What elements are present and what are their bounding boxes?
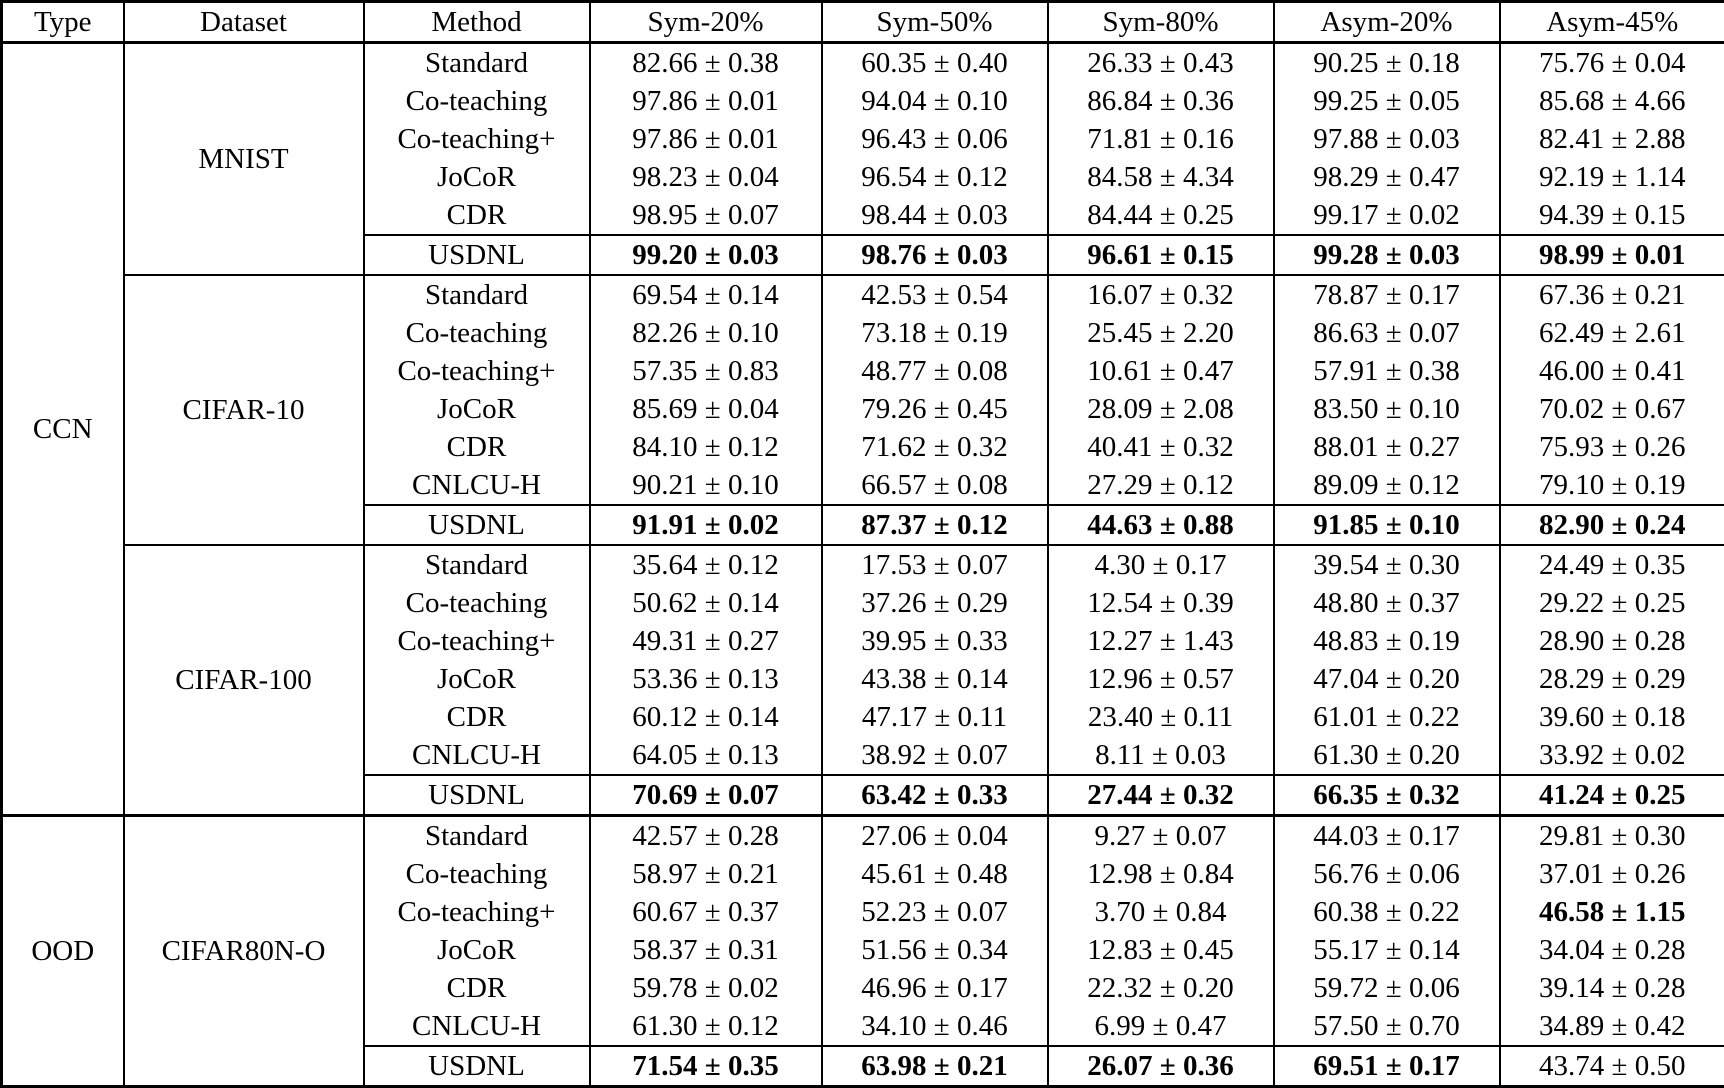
method-cell: Co-teaching+ (364, 120, 590, 158)
method-cell: Standard (364, 816, 590, 856)
value-cell: 34.04 ± 0.28 (1500, 931, 1724, 969)
value-cell: 98.95 ± 0.07 (590, 196, 822, 235)
value-cell: 71.54 ± 0.35 (590, 1046, 822, 1087)
value-cell: 17.53 ± 0.07 (822, 545, 1048, 584)
value-cell: 63.98 ± 0.21 (822, 1046, 1048, 1087)
value-cell: 86.63 ± 0.07 (1274, 314, 1500, 352)
value-cell: 91.85 ± 0.10 (1274, 505, 1500, 545)
header-cell-method: Method (364, 2, 590, 43)
method-cell: Co-teaching+ (364, 893, 590, 931)
value-cell: 90.21 ± 0.10 (590, 466, 822, 505)
method-cell: CDR (364, 196, 590, 235)
value-cell: 87.37 ± 0.12 (822, 505, 1048, 545)
method-cell: Co-teaching+ (364, 352, 590, 390)
value-cell: 27.29 ± 0.12 (1048, 466, 1274, 505)
value-cell: 12.54 ± 0.39 (1048, 584, 1274, 622)
value-cell: 48.77 ± 0.08 (822, 352, 1048, 390)
header-cell-dataset: Dataset (124, 2, 364, 43)
value-cell: 25.45 ± 2.20 (1048, 314, 1274, 352)
value-cell: 28.90 ± 0.28 (1500, 622, 1724, 660)
method-cell: CDR (364, 428, 590, 466)
header-cell-sym-50-: Sym-50% (822, 2, 1048, 43)
dataset-cell: CIFAR80N-O (124, 816, 364, 1087)
table-row (2, 43, 1724, 83)
header-cell-asym-45-: Asym-45% (1500, 2, 1724, 43)
value-cell: 59.78 ± 0.02 (590, 969, 822, 1007)
value-cell: 29.22 ± 0.25 (1500, 584, 1724, 622)
value-cell: 82.66 ± 0.38 (590, 43, 822, 83)
method-cell: Co-teaching (364, 314, 590, 352)
value-cell: 53.36 ± 0.13 (590, 660, 822, 698)
header-cell-type: Type (2, 2, 124, 43)
value-cell: 57.35 ± 0.83 (590, 352, 822, 390)
table-row (2, 816, 1724, 856)
value-cell: 82.26 ± 0.10 (590, 314, 822, 352)
value-cell: 47.17 ± 0.11 (822, 698, 1048, 736)
value-cell: 69.51 ± 0.17 (1274, 1046, 1500, 1087)
value-cell: 98.44 ± 0.03 (822, 196, 1048, 235)
value-cell: 34.89 ± 0.42 (1500, 1007, 1724, 1046)
value-cell: 10.61 ± 0.47 (1048, 352, 1274, 390)
value-cell: 84.44 ± 0.25 (1048, 196, 1274, 235)
value-cell: 97.88 ± 0.03 (1274, 120, 1500, 158)
value-cell: 97.86 ± 0.01 (590, 82, 822, 120)
value-cell: 47.04 ± 0.20 (1274, 660, 1500, 698)
value-cell: 37.01 ± 0.26 (1500, 855, 1724, 893)
method-cell: CDR (364, 969, 590, 1007)
header-cell-sym-20-: Sym-20% (590, 2, 822, 43)
value-cell: 28.29 ± 0.29 (1500, 660, 1724, 698)
value-cell: 24.49 ± 0.35 (1500, 545, 1724, 584)
dataset-cell: MNIST (124, 43, 364, 276)
value-cell: 39.95 ± 0.33 (822, 622, 1048, 660)
type-cell: CCN (2, 43, 124, 816)
value-cell: 82.90 ± 0.24 (1500, 505, 1724, 545)
value-cell: 38.92 ± 0.07 (822, 736, 1048, 775)
value-cell: 41.24 ± 0.25 (1500, 775, 1724, 816)
value-cell: 86.84 ± 0.36 (1048, 82, 1274, 120)
value-cell: 71.81 ± 0.16 (1048, 120, 1274, 158)
table-row (2, 545, 1724, 584)
value-cell: 88.01 ± 0.27 (1274, 428, 1500, 466)
value-cell: 46.58 ± 1.15 (1500, 893, 1724, 931)
value-cell: 83.50 ± 0.10 (1274, 390, 1500, 428)
value-cell: 94.39 ± 0.15 (1500, 196, 1724, 235)
method-cell: USDNL (364, 505, 590, 545)
value-cell: 56.76 ± 0.06 (1274, 855, 1500, 893)
value-cell: 99.28 ± 0.03 (1274, 235, 1500, 275)
value-cell: 12.83 ± 0.45 (1048, 931, 1274, 969)
value-cell: 35.64 ± 0.12 (590, 545, 822, 584)
value-cell: 49.31 ± 0.27 (590, 622, 822, 660)
value-cell: 89.09 ± 0.12 (1274, 466, 1500, 505)
value-cell: 57.91 ± 0.38 (1274, 352, 1500, 390)
method-cell: CNLCU-H (364, 466, 590, 505)
value-cell: 85.69 ± 0.04 (590, 390, 822, 428)
value-cell: 40.41 ± 0.32 (1048, 428, 1274, 466)
value-cell: 23.40 ± 0.11 (1048, 698, 1274, 736)
value-cell: 45.61 ± 0.48 (822, 855, 1048, 893)
value-cell: 34.10 ± 0.46 (822, 1007, 1048, 1046)
value-cell: 98.29 ± 0.47 (1274, 158, 1500, 196)
value-cell: 98.76 ± 0.03 (822, 235, 1048, 275)
value-cell: 79.26 ± 0.45 (822, 390, 1048, 428)
value-cell: 71.62 ± 0.32 (822, 428, 1048, 466)
value-cell: 58.37 ± 0.31 (590, 931, 822, 969)
value-cell: 6.99 ± 0.47 (1048, 1007, 1274, 1046)
value-cell: 12.27 ± 1.43 (1048, 622, 1274, 660)
value-cell: 50.62 ± 0.14 (590, 584, 822, 622)
value-cell: 27.44 ± 0.32 (1048, 775, 1274, 816)
value-cell: 79.10 ± 0.19 (1500, 466, 1724, 505)
value-cell: 51.56 ± 0.34 (822, 931, 1048, 969)
value-cell: 61.01 ± 0.22 (1274, 698, 1500, 736)
value-cell: 29.81 ± 0.30 (1500, 816, 1724, 856)
value-cell: 67.36 ± 0.21 (1500, 275, 1724, 314)
method-cell: CNLCU-H (364, 736, 590, 775)
value-cell: 99.20 ± 0.03 (590, 235, 822, 275)
value-cell: 52.23 ± 0.07 (822, 893, 1048, 931)
value-cell: 42.53 ± 0.54 (822, 275, 1048, 314)
value-cell: 61.30 ± 0.12 (590, 1007, 822, 1046)
value-cell: 99.17 ± 0.02 (1274, 196, 1500, 235)
method-cell: CNLCU-H (364, 1007, 590, 1046)
value-cell: 16.07 ± 0.32 (1048, 275, 1274, 314)
value-cell: 44.03 ± 0.17 (1274, 816, 1500, 856)
value-cell: 96.61 ± 0.15 (1048, 235, 1274, 275)
method-cell: USDNL (364, 775, 590, 816)
value-cell: 98.23 ± 0.04 (590, 158, 822, 196)
table-row (2, 275, 1724, 314)
method-cell: Co-teaching (364, 82, 590, 120)
value-cell: 66.35 ± 0.32 (1274, 775, 1500, 816)
value-cell: 75.93 ± 0.26 (1500, 428, 1724, 466)
value-cell: 12.96 ± 0.57 (1048, 660, 1274, 698)
method-cell: JoCoR (364, 931, 590, 969)
value-cell: 26.33 ± 0.43 (1048, 43, 1274, 83)
value-cell: 39.54 ± 0.30 (1274, 545, 1500, 584)
value-cell: 39.14 ± 0.28 (1500, 969, 1724, 1007)
value-cell: 12.98 ± 0.84 (1048, 855, 1274, 893)
value-cell: 66.57 ± 0.08 (822, 466, 1048, 505)
value-cell: 55.17 ± 0.14 (1274, 931, 1500, 969)
value-cell: 28.09 ± 2.08 (1048, 390, 1274, 428)
value-cell: 70.02 ± 0.67 (1500, 390, 1724, 428)
value-cell: 59.72 ± 0.06 (1274, 969, 1500, 1007)
value-cell: 46.00 ± 0.41 (1500, 352, 1724, 390)
method-cell: JoCoR (364, 390, 590, 428)
value-cell: 69.54 ± 0.14 (590, 275, 822, 314)
value-cell: 60.38 ± 0.22 (1274, 893, 1500, 931)
method-cell: CDR (364, 698, 590, 736)
value-cell: 8.11 ± 0.03 (1048, 736, 1274, 775)
value-cell: 70.69 ± 0.07 (590, 775, 822, 816)
value-cell: 4.30 ± 0.17 (1048, 545, 1274, 584)
method-cell: Co-teaching+ (364, 622, 590, 660)
value-cell: 43.74 ± 0.50 (1500, 1046, 1724, 1087)
method-cell: Standard (364, 43, 590, 83)
dataset-cell: CIFAR-10 (124, 275, 364, 545)
value-cell: 92.19 ± 1.14 (1500, 158, 1724, 196)
value-cell: 33.92 ± 0.02 (1500, 736, 1724, 775)
value-cell: 64.05 ± 0.13 (590, 736, 822, 775)
value-cell: 22.32 ± 0.20 (1048, 969, 1274, 1007)
dataset-cell: CIFAR-100 (124, 545, 364, 816)
value-cell: 84.58 ± 4.34 (1048, 158, 1274, 196)
value-cell: 90.25 ± 0.18 (1274, 43, 1500, 83)
value-cell: 60.35 ± 0.40 (822, 43, 1048, 83)
header-cell-asym-20-: Asym-20% (1274, 2, 1500, 43)
value-cell: 94.04 ± 0.10 (822, 82, 1048, 120)
value-cell: 63.42 ± 0.33 (822, 775, 1048, 816)
value-cell: 62.49 ± 2.61 (1500, 314, 1724, 352)
value-cell: 3.70 ± 0.84 (1048, 893, 1274, 931)
value-cell: 98.99 ± 0.01 (1500, 235, 1724, 275)
method-cell: USDNL (364, 1046, 590, 1087)
value-cell: 42.57 ± 0.28 (590, 816, 822, 856)
value-cell: 48.83 ± 0.19 (1274, 622, 1500, 660)
table-body (2, 43, 1724, 1087)
value-cell: 48.80 ± 0.37 (1274, 584, 1500, 622)
type-cell: OOD (2, 816, 124, 1087)
value-cell: 57.50 ± 0.70 (1274, 1007, 1500, 1046)
value-cell: 97.86 ± 0.01 (590, 120, 822, 158)
header-row (2, 2, 1724, 43)
value-cell: 60.67 ± 0.37 (590, 893, 822, 931)
header-cell-sym-80-: Sym-80% (1048, 2, 1274, 43)
method-cell: Co-teaching (364, 584, 590, 622)
method-cell: JoCoR (364, 660, 590, 698)
value-cell: 46.96 ± 0.17 (822, 969, 1048, 1007)
method-cell: Co-teaching (364, 855, 590, 893)
value-cell: 60.12 ± 0.14 (590, 698, 822, 736)
value-cell: 58.97 ± 0.21 (590, 855, 822, 893)
value-cell: 43.38 ± 0.14 (822, 660, 1048, 698)
value-cell: 96.54 ± 0.12 (822, 158, 1048, 196)
value-cell: 75.76 ± 0.04 (1500, 43, 1724, 83)
table-header (2, 2, 1724, 43)
method-cell: Standard (364, 275, 590, 314)
value-cell: 73.18 ± 0.19 (822, 314, 1048, 352)
value-cell: 9.27 ± 0.07 (1048, 816, 1274, 856)
method-cell: Standard (364, 545, 590, 584)
value-cell: 82.41 ± 2.88 (1500, 120, 1724, 158)
value-cell: 78.87 ± 0.17 (1274, 275, 1500, 314)
value-cell: 26.07 ± 0.36 (1048, 1046, 1274, 1087)
value-cell: 85.68 ± 4.66 (1500, 82, 1724, 120)
value-cell: 91.91 ± 0.02 (590, 505, 822, 545)
value-cell: 99.25 ± 0.05 (1274, 82, 1500, 120)
value-cell: 37.26 ± 0.29 (822, 584, 1048, 622)
method-cell: JoCoR (364, 158, 590, 196)
method-cell: USDNL (364, 235, 590, 275)
value-cell: 39.60 ± 0.18 (1500, 698, 1724, 736)
value-cell: 27.06 ± 0.04 (822, 816, 1048, 856)
value-cell: 44.63 ± 0.88 (1048, 505, 1274, 545)
value-cell: 84.10 ± 0.12 (590, 428, 822, 466)
value-cell: 61.30 ± 0.20 (1274, 736, 1500, 775)
value-cell: 96.43 ± 0.06 (822, 120, 1048, 158)
